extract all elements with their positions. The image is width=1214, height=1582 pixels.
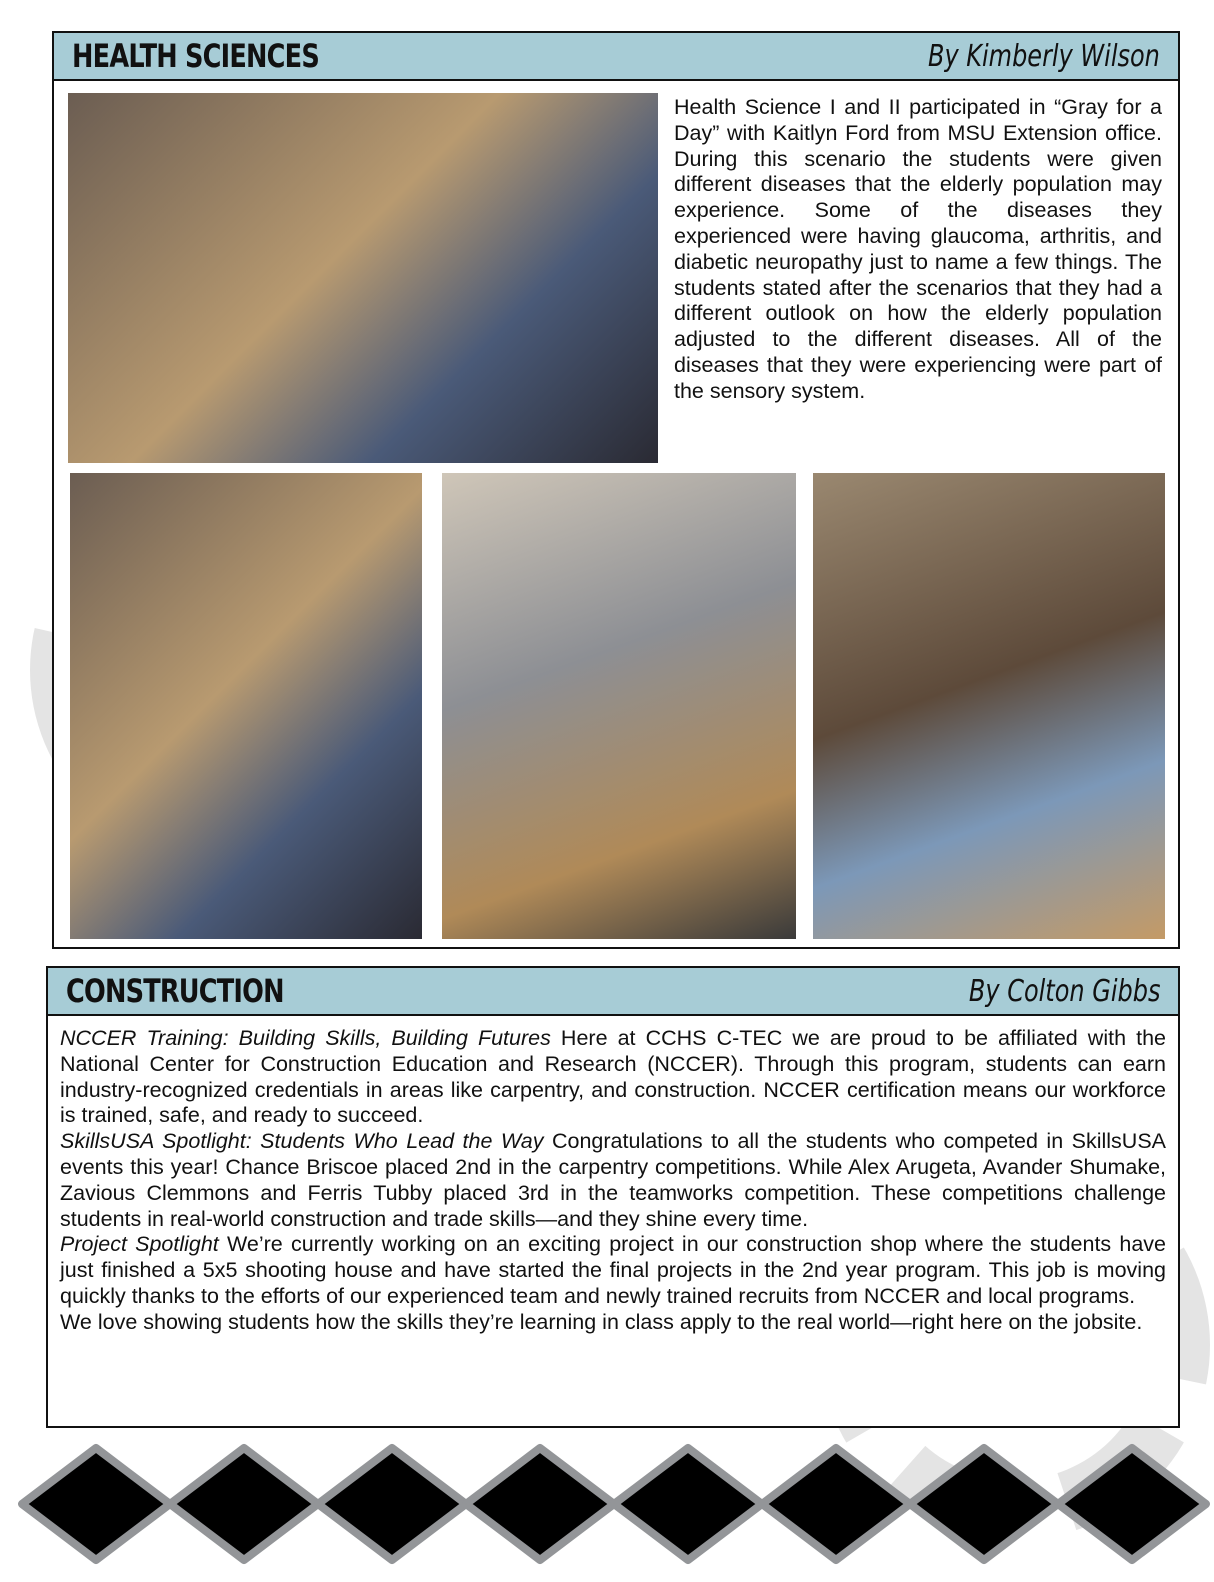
section-header [48, 968, 1178, 1016]
diamond-border-decoration [0, 1440, 1214, 1570]
diamond-shape [1058, 1448, 1206, 1560]
paragraph-text: Here at CCHS C-TEC we are proud to be affiliated with the National Center for Construction Education and Research (NCCER). Through this program, students can earn industry-recognized credentials in areas like carpentry, and construction. NCCER certification means our workforce is trained, safe, and ready to succeed. [60, 1026, 1166, 1128]
paragraph-lead: SkillsUSA Spotlight: Students Who Lead the Way [60, 1129, 544, 1154]
paragraph [60, 1129, 1166, 1232]
photo-student-glasses-3 [813, 473, 1165, 939]
paragraph-text: Congratulations to all the students who competed in SkillsUSA events this year! Chance Briscoe placed 2nd in the carpentry competitions. While Alex Arugeta, Avander Shumake, Zavious Clemmons and Ferris Tubby placed 3rd in the teamworks competition. These competitions challenge students in real-world construction and trade skills—and they shine every time. [60, 1129, 1167, 1231]
paragraph [60, 1232, 1166, 1309]
diamond-shape [614, 1448, 762, 1560]
photo-student-glasses-1 [70, 473, 422, 939]
diamond-shape [910, 1448, 1058, 1560]
paragraph [60, 1026, 1166, 1129]
paragraph [60, 1310, 1166, 1336]
diamond-shape [762, 1448, 910, 1560]
diamond-shape [170, 1448, 318, 1560]
byline: By Colton Gibbs [968, 973, 1160, 1009]
byline: By Kimberly Wilson [928, 38, 1160, 74]
section-header [54, 33, 1178, 81]
construction-section [46, 966, 1180, 1428]
article-text [60, 1026, 1166, 1336]
paragraph-text: We love showing students how the skills they’re learning in class apply to the real world—right here on the jobsite. [60, 1309, 1143, 1334]
section-title: CONSTRUCTION [66, 972, 284, 1010]
section-title: HEALTH SCIENCES [72, 37, 319, 75]
diamond-shape [466, 1448, 614, 1560]
paragraph-lead: Project Spotlight [60, 1232, 219, 1257]
health-sciences-section [52, 31, 1180, 949]
photo-student-gloves [68, 93, 658, 463]
diamond-shape [318, 1448, 466, 1560]
paragraph-lead: NCCER Training: Building Skills, Building Futures [60, 1026, 551, 1050]
diamond-shape [22, 1448, 170, 1560]
paragraph-text: We’re currently working on an exciting project in our construction shop where the students have just finished a 5x5 shooting house and have started the final projects in the 2nd year program. This job is moving quickly thanks to the efforts of our experienced team and newly trained recruits from NCCER and local programs. [60, 1232, 1166, 1308]
article-text: Health Science I and II participated in “Gray for a Day” with Kaitlyn Ford from MSU Extension office. During this scenario the students were given different diseases that the elderly population may experience. Some of the diseases they experienced were having glaucoma, arthritis, and diabetic neuropathy just to name a few things. The students stated after the scenarios that they had a different outlook on how the elderly population adjusted to the different diseases. All of the diseases that they were experiencing were part of the sensory system. [674, 95, 1162, 403]
photo-student-glasses-2 [442, 473, 796, 939]
